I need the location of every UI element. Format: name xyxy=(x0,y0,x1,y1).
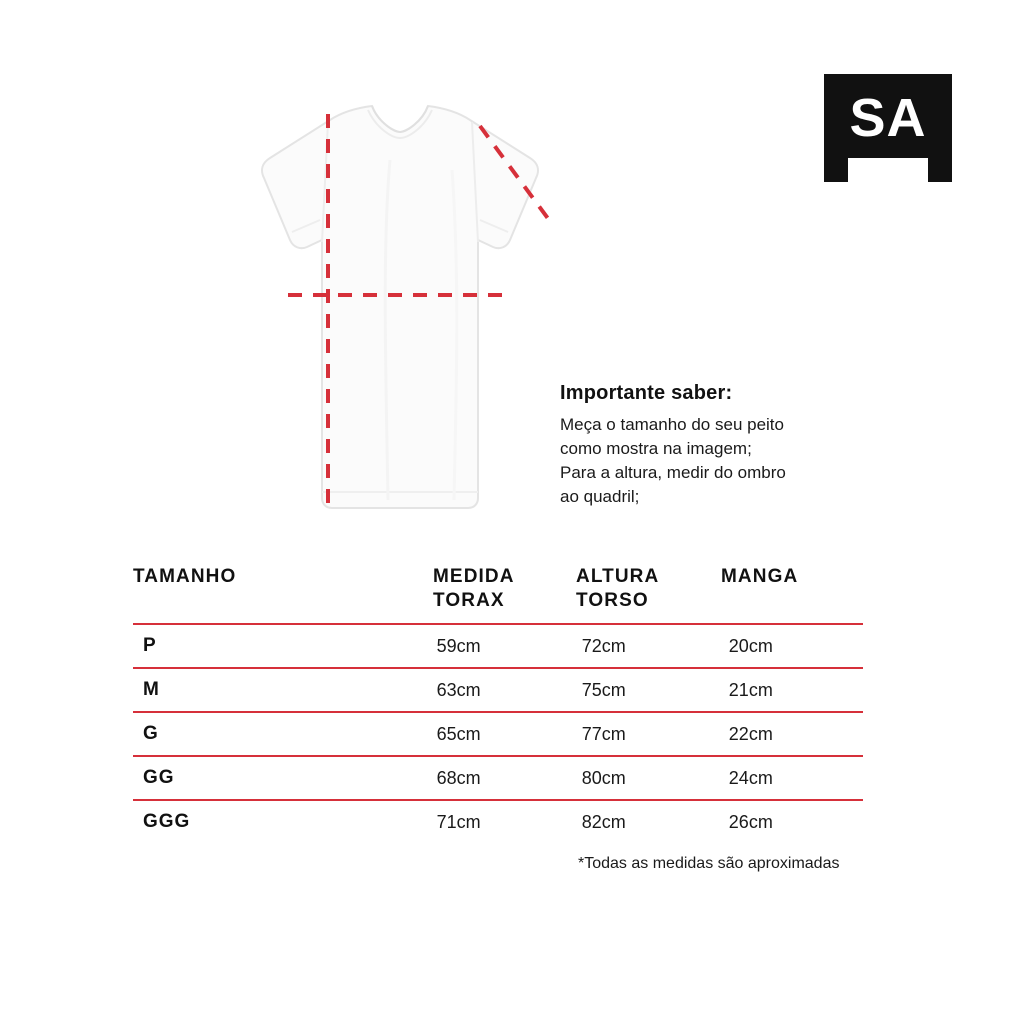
row-height: 82cm xyxy=(581,811,626,832)
note-title: Importante saber: xyxy=(560,382,733,404)
row-sleeve: 26cm xyxy=(728,811,773,832)
row-sleeve: 21cm xyxy=(728,679,773,700)
note-line-2: como mostra na imagem; xyxy=(560,439,752,458)
table-row xyxy=(133,623,863,667)
row-height: 77cm xyxy=(581,723,626,744)
row-chest: 68cm xyxy=(436,767,481,788)
table-footnote: *Todas as medidas são aproximadas xyxy=(578,855,840,872)
header-size: TAMANHO xyxy=(133,566,237,587)
sa-logo xyxy=(824,74,952,182)
note-line-3: Para a altura, medir do ombro xyxy=(560,463,786,482)
row-height: 80cm xyxy=(581,767,626,788)
tshirt-body xyxy=(262,106,538,508)
row-size: GGG xyxy=(143,811,191,832)
header-sleeve: MANGA xyxy=(721,566,799,587)
important-note xyxy=(560,382,890,509)
row-sleeve: 22cm xyxy=(728,723,773,744)
row-chest: 59cm xyxy=(436,635,481,656)
note-line-4: ao quadril; xyxy=(560,487,640,506)
row-height: 72cm xyxy=(581,635,626,656)
table-row xyxy=(133,799,863,843)
header-height: ALTURA TORSO xyxy=(576,566,660,611)
table-row xyxy=(133,755,863,799)
table-row xyxy=(133,711,863,755)
row-size: M xyxy=(143,679,160,700)
row-size: GG xyxy=(143,767,175,788)
note-line-1: Meça o tamanho do seu peito xyxy=(560,415,784,434)
header-chest: MEDIDA TORAX xyxy=(433,566,515,611)
row-size: G xyxy=(143,723,159,744)
row-chest: 65cm xyxy=(436,723,481,744)
row-sleeve: 20cm xyxy=(728,635,773,656)
table-row xyxy=(133,667,863,711)
row-size: P xyxy=(143,635,157,656)
size-table xyxy=(133,565,863,843)
row-sleeve: 24cm xyxy=(728,767,773,788)
row-height: 75cm xyxy=(581,679,626,700)
svg-text:SA: SA xyxy=(849,88,927,148)
row-chest: 63cm xyxy=(436,679,481,700)
table-header-row xyxy=(133,565,863,623)
row-chest: 71cm xyxy=(436,811,481,832)
